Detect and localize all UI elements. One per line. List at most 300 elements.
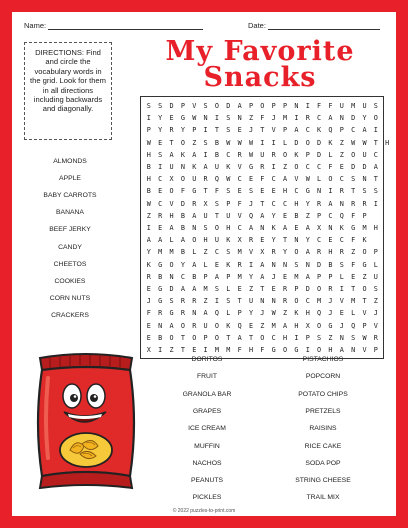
grid-letter: D bbox=[317, 260, 322, 269]
grid-letter: J bbox=[328, 297, 333, 306]
grid-letter: E bbox=[146, 285, 151, 293]
grid-letter: I bbox=[158, 163, 163, 171]
grid-letter: T bbox=[203, 187, 208, 196]
grid-letter: E bbox=[282, 211, 288, 220]
grid-letter: I bbox=[203, 126, 208, 135]
grid-letter: V bbox=[169, 199, 174, 208]
grid-letter: K bbox=[271, 224, 276, 232]
grid-letter: S bbox=[146, 102, 151, 110]
grid-letter: A bbox=[282, 175, 288, 184]
word-list-item: PISTACHIOS bbox=[302, 356, 344, 363]
grid-letter: A bbox=[260, 260, 265, 269]
grid-letter: C bbox=[271, 199, 276, 208]
grid-letter: A bbox=[282, 224, 288, 232]
grid-letter: R bbox=[169, 126, 174, 135]
grid-letter: D bbox=[169, 102, 174, 110]
grid-letter: Y bbox=[271, 211, 276, 220]
grid-letter: L bbox=[192, 248, 197, 257]
grid-letter: S bbox=[203, 102, 208, 110]
grid-letter: C bbox=[282, 199, 288, 208]
grid-letter: Q bbox=[339, 211, 344, 220]
grid-letter: Y bbox=[248, 272, 254, 281]
grid-letter: H bbox=[146, 150, 151, 159]
grid-letter: V bbox=[248, 248, 254, 257]
grid-letter: R bbox=[146, 272, 151, 281]
grid-letter: E bbox=[214, 260, 219, 269]
grid-letter: F bbox=[260, 114, 265, 123]
grid-letter: F bbox=[328, 102, 333, 110]
grid-letter: J bbox=[271, 272, 276, 281]
grid-letter: U bbox=[260, 150, 265, 159]
grid-letter: M bbox=[169, 248, 174, 257]
grid-letter: L bbox=[317, 175, 322, 184]
grid-letter: H bbox=[385, 138, 390, 147]
grid-letter: K bbox=[226, 236, 231, 245]
word-list-item: STRING CHEESE bbox=[295, 477, 351, 485]
grid-letter: P bbox=[373, 346, 378, 354]
grid-letter: M bbox=[203, 285, 208, 293]
grid-letter: M bbox=[214, 346, 219, 354]
grid-letter: Q bbox=[328, 126, 333, 135]
grid-letter: T bbox=[373, 175, 378, 184]
grid-letter: R bbox=[351, 199, 356, 208]
grid-letter: O bbox=[260, 102, 265, 110]
grid-letter: C bbox=[214, 248, 219, 257]
word-list-item: DORITOS bbox=[191, 356, 223, 363]
grid-letter: R bbox=[373, 333, 378, 342]
grid-letter: C bbox=[305, 297, 310, 306]
grid-letter: G bbox=[169, 309, 174, 318]
grid-letter: C bbox=[305, 163, 310, 171]
grid-letter: B bbox=[192, 272, 197, 281]
grid-letter: X bbox=[146, 346, 151, 354]
grid-letter: C bbox=[328, 211, 333, 220]
grid-letter: Z bbox=[260, 321, 265, 330]
grid-letter: L bbox=[328, 150, 333, 159]
grid-letter: B bbox=[180, 224, 185, 232]
word-list-item: MUFFIN bbox=[194, 442, 220, 450]
grid-letter: C bbox=[158, 199, 163, 208]
grid-letter: K bbox=[317, 126, 322, 135]
grid-letter: C bbox=[271, 175, 276, 184]
grid-letter: C bbox=[317, 236, 322, 245]
grid-letter: Y bbox=[158, 114, 163, 123]
grid-letter: O bbox=[317, 321, 322, 330]
grid-letter: N bbox=[158, 321, 163, 330]
grid-letter: G bbox=[158, 260, 163, 269]
grid-letter: B bbox=[328, 260, 333, 269]
grid-letter: Z bbox=[169, 346, 174, 354]
grid-letter: L bbox=[282, 138, 288, 147]
grid-letter: E bbox=[146, 333, 151, 342]
grid-letter: H bbox=[373, 224, 378, 232]
grid-letter: C bbox=[351, 126, 356, 135]
grid-letter: I bbox=[328, 187, 333, 196]
grid-letter: H bbox=[226, 224, 231, 232]
grid-letter: C bbox=[226, 150, 231, 159]
grid-letter: T bbox=[237, 297, 242, 306]
grid-letter: E bbox=[248, 175, 254, 184]
grid-letter: T bbox=[226, 333, 231, 342]
grid-letter: S bbox=[351, 333, 356, 342]
grid-letter: R bbox=[237, 150, 242, 159]
grid-letter: O bbox=[169, 187, 174, 196]
word-list-item: ICE CREAM bbox=[188, 425, 226, 433]
grid-letter: O bbox=[192, 236, 197, 245]
grid-letter: A bbox=[203, 163, 208, 171]
grid-letter: S bbox=[226, 248, 231, 257]
grid-letter: J bbox=[328, 309, 333, 318]
grid-letter: V bbox=[373, 321, 378, 330]
grid-letter: Y bbox=[362, 114, 367, 123]
grid-letter: I bbox=[146, 224, 151, 232]
word-list-item: BEEF JERKY bbox=[49, 226, 91, 234]
grid-letter: A bbox=[362, 126, 367, 135]
grid-letter: J bbox=[248, 199, 254, 208]
grid-letter: Z bbox=[203, 297, 208, 306]
grid-letter: I bbox=[158, 346, 163, 354]
grid-letter: S bbox=[226, 114, 231, 123]
word-list-item: POPCORN bbox=[305, 373, 341, 381]
grid-letter: Y bbox=[282, 248, 288, 257]
grid-letter: M bbox=[237, 248, 242, 257]
grid-letter: N bbox=[339, 333, 344, 342]
grid-letter: E bbox=[271, 285, 276, 293]
grid-letter: O bbox=[294, 297, 299, 306]
grid-letter: C bbox=[339, 236, 344, 245]
grid-letter: J bbox=[248, 126, 254, 135]
grid-letter: P bbox=[226, 199, 231, 208]
grid-letter: M bbox=[294, 272, 299, 281]
copyright-footer: © 2022 puzzles-to-print.com bbox=[172, 508, 236, 514]
grid-letter: L bbox=[373, 260, 378, 269]
grid-letter: P bbox=[282, 126, 288, 135]
grid-letter: P bbox=[362, 321, 367, 330]
grid-letter: O bbox=[214, 102, 219, 110]
grid-letter: S bbox=[351, 175, 356, 184]
grid-letter: Y bbox=[305, 199, 310, 208]
name-line bbox=[48, 21, 203, 30]
grid-letter: N bbox=[328, 224, 333, 232]
grid-letter: G bbox=[362, 260, 367, 269]
grid-letter: C bbox=[294, 187, 299, 196]
grid-letter: R bbox=[305, 114, 310, 123]
word-list-item: PICKLES bbox=[192, 494, 222, 502]
grid-letter: O bbox=[317, 346, 322, 354]
grid-letter: W bbox=[351, 138, 356, 147]
grid-letter: N bbox=[180, 163, 185, 171]
grid-letter: O bbox=[317, 285, 322, 293]
grid-letter: P bbox=[192, 126, 197, 135]
grid-letter: X bbox=[260, 248, 265, 257]
grid-letter: O bbox=[362, 248, 367, 257]
grid-letter: O bbox=[169, 260, 174, 269]
grid-letter: S bbox=[294, 260, 299, 269]
grid-letter: W bbox=[305, 175, 310, 184]
grid-letter: C bbox=[180, 272, 185, 281]
grid-letter: E bbox=[351, 272, 356, 281]
grid-letter: N bbox=[260, 224, 265, 232]
grid-letter: N bbox=[317, 187, 322, 196]
grid-letter: N bbox=[294, 102, 299, 110]
grid-letter: T bbox=[260, 126, 265, 135]
grid-letter: Z bbox=[203, 248, 208, 257]
grid-letter: E bbox=[146, 321, 151, 330]
grid-letter: V bbox=[294, 175, 299, 184]
word-list-item: GRANOLA BAR bbox=[182, 390, 232, 398]
grid-letter: L bbox=[226, 285, 231, 293]
grid-letter: V bbox=[362, 309, 367, 318]
grid-letter: W bbox=[226, 138, 231, 147]
grid-letter: U bbox=[169, 163, 174, 171]
grid-letter: P bbox=[282, 102, 288, 110]
grid-letter: R bbox=[282, 297, 288, 306]
grid-letter: Y bbox=[158, 126, 163, 135]
grid-letter: R bbox=[158, 211, 163, 220]
grid-letter: A bbox=[180, 285, 185, 293]
grid-letter: S bbox=[226, 126, 231, 135]
grid-letter: Q bbox=[248, 211, 254, 220]
grid-letter: S bbox=[158, 150, 163, 159]
grid-letter: T bbox=[248, 333, 254, 342]
grid-letter: Q bbox=[351, 321, 356, 330]
grid-letter: P bbox=[305, 150, 310, 159]
worksheet bbox=[12, 12, 396, 516]
grid-letter: N bbox=[271, 260, 276, 269]
grid-letter: I bbox=[339, 285, 344, 293]
grid-letter: D bbox=[294, 138, 299, 147]
grid-letter: R bbox=[180, 297, 185, 306]
grid-letter: S bbox=[158, 102, 163, 110]
grid-letter: K bbox=[328, 138, 333, 147]
grid-letter: I bbox=[373, 126, 378, 135]
grid-letter: S bbox=[214, 285, 219, 293]
grid-letter: Q bbox=[214, 309, 219, 318]
grid-letter: V bbox=[271, 126, 276, 135]
grid-letter: O bbox=[373, 114, 378, 123]
grid-letter: C bbox=[317, 114, 322, 123]
grid-letter: S bbox=[373, 102, 378, 110]
grid-letter: E bbox=[328, 236, 333, 245]
grid-letter: D bbox=[351, 114, 356, 123]
grid-letter: Q bbox=[214, 175, 219, 184]
grid-letter: G bbox=[294, 346, 299, 354]
grid-letter: F bbox=[260, 175, 265, 184]
grid-letter: N bbox=[260, 297, 265, 306]
grid-letter: U bbox=[248, 297, 254, 306]
grid-letter: S bbox=[203, 138, 208, 147]
grid-letter: R bbox=[328, 285, 333, 293]
word-list-item: PRETZELS bbox=[305, 407, 341, 415]
grid-letter: L bbox=[226, 309, 231, 318]
grid-letter: P bbox=[271, 102, 276, 110]
grid-letter: E bbox=[237, 187, 242, 196]
grid-letter: E bbox=[158, 138, 163, 147]
grid-letter: R bbox=[317, 199, 322, 208]
grid-letter: Z bbox=[146, 211, 151, 220]
grid-letter: X bbox=[203, 199, 208, 208]
grid-letter: O bbox=[294, 248, 299, 257]
grid-letter: Y bbox=[180, 126, 185, 135]
grid-letter: R bbox=[203, 175, 208, 184]
grid-letter: F bbox=[237, 346, 242, 354]
grid-letter: U bbox=[203, 321, 208, 330]
grid-letter: G bbox=[305, 187, 310, 196]
grid-letter: F bbox=[237, 199, 242, 208]
word-search-grid bbox=[140, 96, 390, 359]
grid-letter: H bbox=[203, 236, 208, 245]
grid-letter: S bbox=[317, 333, 322, 342]
grid-letter: K bbox=[226, 321, 231, 330]
grid-letter: Z bbox=[282, 163, 288, 171]
grid-letter: Y bbox=[271, 236, 276, 245]
grid-letter: C bbox=[305, 126, 310, 135]
directions-text: DIRECTIONS: Find and circle the vocabulary words in the grid. Look for them in all directions including backwards and diagonally. bbox=[30, 48, 106, 114]
grid-letter: J bbox=[146, 297, 151, 306]
grid-letter: K bbox=[339, 224, 344, 232]
grid-letter: C bbox=[237, 175, 242, 184]
grid-letter: F bbox=[317, 102, 322, 110]
grid-letter: U bbox=[362, 150, 367, 159]
grid-letter: D bbox=[317, 150, 322, 159]
grid-letter: W bbox=[248, 150, 254, 159]
grid-letter: R bbox=[192, 297, 197, 306]
grid-letter: I bbox=[260, 138, 265, 147]
grid-letter: E bbox=[192, 346, 197, 354]
grid-letter: F bbox=[180, 187, 185, 196]
grid-letter: O bbox=[328, 175, 333, 184]
word-list-item: CHEETOS bbox=[53, 260, 87, 268]
grid-letter: P bbox=[339, 126, 344, 135]
word-list-item: ALMONDS bbox=[53, 158, 87, 165]
grid-letter: K bbox=[294, 309, 299, 318]
grid-letter: Z bbox=[362, 272, 367, 281]
grid-letter: R bbox=[248, 236, 254, 245]
word-list-item: APPLE bbox=[59, 175, 81, 183]
date-field bbox=[248, 21, 380, 30]
grid-letter: Z bbox=[351, 248, 356, 257]
grid-letter: Z bbox=[328, 333, 333, 342]
grid-letter: J bbox=[271, 114, 276, 123]
grid-letter: W bbox=[192, 114, 197, 123]
grid-letter: H bbox=[305, 309, 310, 318]
grid-letter: I bbox=[203, 346, 208, 354]
name-field bbox=[24, 21, 203, 30]
grid-letter: O bbox=[214, 321, 219, 330]
grid-letter: O bbox=[169, 333, 174, 342]
grid-letter: I bbox=[305, 102, 310, 110]
grid-letter: S bbox=[169, 297, 174, 306]
grid-letter: S bbox=[362, 187, 367, 196]
grid-letter: X bbox=[169, 175, 174, 184]
grid-letter: U bbox=[362, 102, 367, 110]
grid-letter: G bbox=[192, 187, 197, 196]
grid-letter: Y bbox=[146, 248, 151, 257]
grid-letter: W bbox=[146, 138, 151, 147]
grid-letter: N bbox=[362, 175, 367, 184]
grid-letter: S bbox=[214, 199, 219, 208]
grid-letter: T bbox=[351, 285, 356, 293]
grid-letter: B bbox=[214, 150, 219, 159]
grid-letter: Z bbox=[192, 138, 197, 147]
grid-letter: O bbox=[305, 138, 310, 147]
grid-letter: O bbox=[180, 175, 185, 184]
grid-letter: P bbox=[373, 248, 378, 257]
grid-letter: W bbox=[237, 138, 242, 147]
grid-letter: R bbox=[192, 199, 197, 208]
grid-letter: A bbox=[146, 236, 151, 245]
grid-letter: G bbox=[158, 297, 163, 306]
grid-letter: H bbox=[294, 321, 299, 330]
grid-letter: S bbox=[373, 187, 378, 196]
grid-letter: G bbox=[180, 114, 185, 123]
grid-letter: P bbox=[237, 309, 242, 318]
grid-letter: O bbox=[294, 163, 299, 171]
grid-letter: M bbox=[351, 102, 356, 110]
name-label: Name: bbox=[24, 21, 47, 30]
grid-letter: L bbox=[169, 236, 174, 245]
grid-letter: H bbox=[282, 187, 288, 196]
grid-letter: R bbox=[237, 260, 242, 269]
title-line-2: Snacks bbox=[203, 62, 317, 93]
grid-letter: N bbox=[192, 309, 197, 318]
grid-letter: R bbox=[158, 309, 163, 318]
grid-letter: K bbox=[226, 163, 231, 171]
grid-letter: I bbox=[203, 150, 208, 159]
grid-letter: P bbox=[248, 102, 254, 110]
grid-letter: I bbox=[214, 297, 219, 306]
grid-letter: E bbox=[339, 309, 344, 318]
grid-letter: T bbox=[260, 285, 265, 293]
grid-letter: N bbox=[192, 224, 197, 232]
grid-letter: S bbox=[226, 187, 231, 196]
grid-letter: D bbox=[317, 138, 322, 147]
grid-letter: C bbox=[373, 150, 378, 159]
grid-letter: F bbox=[351, 211, 356, 220]
grid-letter: F bbox=[351, 236, 356, 245]
grid-letter: Z bbox=[248, 114, 254, 123]
grid-letter: I bbox=[294, 114, 299, 123]
grid-letter: S bbox=[373, 285, 378, 293]
grid-letter: C bbox=[339, 175, 344, 184]
grid-letter: J bbox=[339, 321, 344, 330]
grid-letter: B bbox=[146, 163, 151, 171]
grid-letter: M bbox=[271, 321, 276, 330]
grid-letter: F bbox=[214, 187, 219, 196]
grid-letter: E bbox=[339, 163, 344, 171]
grid-letter: I bbox=[271, 163, 276, 171]
grid-letter: T bbox=[282, 236, 288, 245]
grid-letter: A bbox=[180, 236, 185, 245]
grid-letter: A bbox=[339, 346, 344, 354]
grid-letter: B bbox=[158, 333, 163, 342]
word-list-item: CRACKERS bbox=[51, 311, 89, 319]
grid-letter: K bbox=[192, 163, 197, 171]
grid-letter: A bbox=[328, 114, 333, 123]
grid-letter: D bbox=[180, 199, 185, 208]
grid-letter: Z bbox=[305, 211, 310, 220]
grid-letter: T bbox=[214, 211, 219, 220]
grid-letter: A bbox=[192, 150, 197, 159]
grid-letter: E bbox=[237, 126, 242, 135]
grid-letter: A bbox=[192, 260, 197, 269]
grid-letter: M bbox=[237, 272, 242, 281]
word-list-item: PEANUTS bbox=[190, 477, 224, 485]
grid-letter: E bbox=[282, 272, 288, 281]
grid-letter: S bbox=[248, 187, 254, 196]
grid-letter: T bbox=[180, 346, 185, 354]
grid-letter: R bbox=[271, 248, 276, 257]
